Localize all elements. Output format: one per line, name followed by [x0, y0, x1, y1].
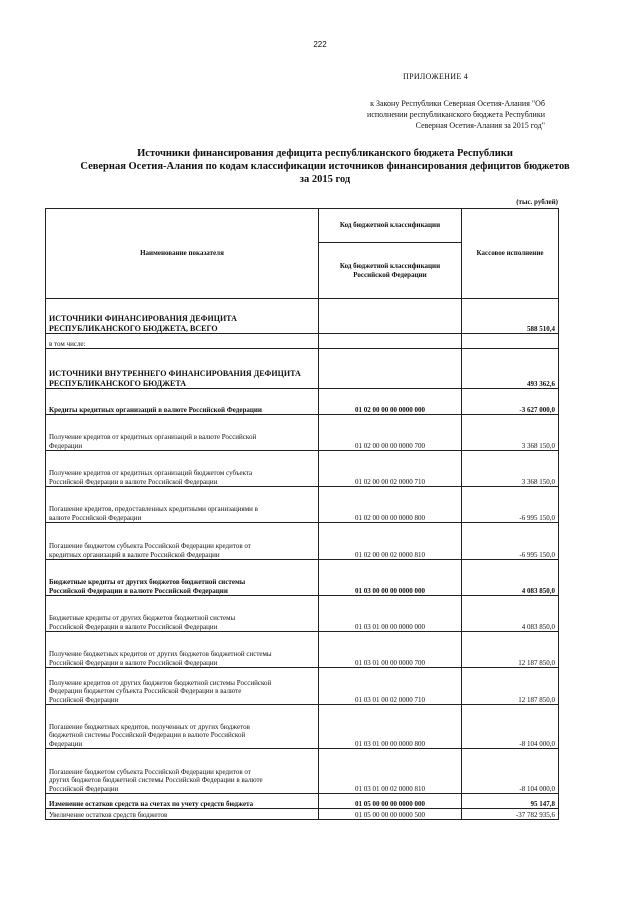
row-amount: 12 187 850,0 — [462, 668, 559, 705]
appendix-label: ПРИЛОЖЕНИЕ 4 — [403, 72, 469, 81]
row-name-line: Российской Федерации в валюте Российской Федерации — [49, 622, 218, 631]
units-note: (тыс. рублей) — [516, 198, 558, 206]
row-code — [319, 299, 462, 334]
row-code: 01 02 00 00 00 0000 000 — [319, 389, 462, 415]
header-name: Наименование показателя — [46, 209, 319, 299]
table-header-row — [46, 209, 559, 243]
table-row — [46, 389, 559, 415]
row-name-line: кредитных организаций в валюте Российской Федерации — [49, 550, 220, 559]
row-name — [46, 560, 319, 596]
row-name — [46, 668, 319, 705]
row-name-line: ИСТОЧНИКИ ФИНАНСИРОВАНИЯ ДЕФИЦИТА — [49, 314, 237, 323]
row-amount: 12 187 850,0 — [462, 632, 559, 668]
row-name-line: Получение кредитов от кредитных организаций в валюте Российской — [49, 433, 257, 441]
row-name-line: Погашение кредитов, предоставленных кредитными организациями в — [49, 505, 258, 513]
table-row — [46, 809, 559, 820]
row-name-line: ИСТОЧНИКИ ВНУТРЕННЕГО ФИНАНСИРОВАНИЯ ДЕФИЦИТА — [49, 369, 301, 378]
table-row — [46, 487, 559, 523]
row-amount — [462, 334, 559, 349]
row-amount: -8 104 000,0 — [462, 705, 559, 749]
row-name — [46, 632, 319, 668]
row-amount: 3 368 150,0 — [462, 451, 559, 487]
table-row — [46, 596, 559, 632]
row-code — [319, 349, 462, 389]
row-name-line: Кредиты кредитных организаций в валюте Российской Федерации — [49, 405, 262, 414]
row-code: 01 05 00 00 00 0000 000 — [319, 794, 462, 809]
row-name — [46, 809, 319, 820]
row-name-line: валюте Российской Федерации — [49, 513, 142, 522]
header-code-sub: Код бюджетной классификации Российской Федерации — [319, 243, 462, 299]
row-name-line: Федерации — [49, 441, 83, 450]
row-amount: 588 510,4 — [462, 299, 559, 334]
row-code: 01 03 01 00 00 0000 000 — [319, 596, 462, 632]
table-row — [46, 794, 559, 809]
header-code-group: Код бюджетной классификации — [319, 209, 462, 243]
row-name — [46, 334, 319, 349]
row-name-line: Погашение бюджетных кредитов, полученных от других бюджетов — [49, 722, 250, 731]
row-code: 01 03 01 00 02 0000 710 — [319, 668, 462, 705]
law-reference-line: к Закону Республики Северная Осетия-Алания "Об — [370, 99, 545, 108]
row-amount: 4 083 850,0 — [462, 596, 559, 632]
row-code: 01 02 00 00 02 0000 810 — [319, 523, 462, 560]
row-name-line: Федерации бюджетом субъекта Российской Федерации в валюте — [49, 687, 242, 695]
row-amount: 4 083 850,0 — [462, 560, 559, 596]
financing-sources-table — [45, 208, 559, 820]
row-name-line: РЕСПУБЛИКАНСКОГО БЮДЖЕТА, ВСЕГО — [49, 323, 218, 333]
row-name — [46, 705, 319, 749]
row-amount: 95 147,8 — [462, 794, 559, 809]
row-name-line: бюджетной системы Российской Федерации в валюте Российской — [49, 731, 246, 739]
row-name-line: Бюджетные кредиты от других бюджетов бюджетной системы — [49, 614, 236, 622]
row-name — [46, 299, 319, 334]
title-line: Источники финансирования дефицита республиканского бюджета Республики — [137, 148, 513, 159]
row-name-line: Изменение остатков средств на счетах по учету средств бюджета — [49, 799, 254, 808]
table-row — [46, 705, 559, 749]
row-name-line: Получение кредитов от кредитных организаций бюджетом субъекта — [49, 469, 253, 477]
row-amount: -6 995 150,0 — [462, 523, 559, 560]
row-code: 01 02 00 00 00 0000 700 — [319, 415, 462, 451]
row-name-line: РЕСПУБЛИКАНСКОГО БЮДЖЕТА — [49, 378, 187, 388]
row-name-line: Федерации — [49, 739, 83, 748]
row-name-line: в том числе: — [49, 339, 86, 348]
header-execution: Кассовое исполнение — [462, 209, 559, 299]
title-line: за 2015 год — [299, 174, 351, 185]
row-code — [319, 334, 462, 349]
law-reference-line: исполнении республиканского бюджета Республики — [367, 110, 545, 119]
row-name-line: Бюджетные кредиты от других бюджетов бюджетной системы — [49, 578, 246, 586]
row-name-line: Российской Федерации в валюте Российской Федерации — [49, 586, 228, 595]
row-code: 01 03 01 00 02 0000 810 — [319, 749, 462, 794]
row-code: 01 03 01 00 00 0000 800 — [319, 705, 462, 749]
row-name — [46, 523, 319, 560]
row-name-line: Российской Федерации в валюте Российской Федерации — [49, 477, 218, 486]
table-row — [46, 299, 559, 334]
row-name — [46, 451, 319, 487]
row-name-line: Увеличение остатков средств бюджетов — [49, 810, 168, 819]
row-name-line: Погашение бюджетом субъекта Российской Федерации кредитов от — [49, 767, 251, 776]
row-name — [46, 596, 319, 632]
row-name-line: Получение бюджетных кредитов от других бюджетов бюджетной системы — [49, 650, 272, 658]
row-name — [46, 415, 319, 451]
row-amount: 3 368 150,0 — [462, 415, 559, 451]
row-code: 01 03 01 00 00 0000 700 — [319, 632, 462, 668]
table-row — [46, 523, 559, 560]
law-reference-line: Северная Осетия-Алания за 2015 год" — [415, 121, 545, 130]
table-row — [46, 334, 559, 349]
document-title — [40, 147, 610, 186]
table-row — [46, 668, 559, 705]
row-code: 01 05 00 00 00 0000 500 — [319, 809, 462, 820]
title-line: Северная Осетия-Алания по кодам классификации источников финансирования дефицитов бюджетов — [80, 161, 570, 172]
table-row — [46, 749, 559, 794]
row-code: 01 03 00 00 00 0000 000 — [319, 560, 462, 596]
row-name — [46, 487, 319, 523]
row-name-line: других бюджетов бюджетной системы Российской Федерации в валюте — [49, 776, 263, 784]
row-name — [46, 794, 319, 809]
row-name-line: Погашение бюджетом субъекта Российской Федерации кредитов от — [49, 542, 251, 550]
table-row — [46, 451, 559, 487]
row-name — [46, 349, 319, 389]
row-name-line: Российской Федерации — [49, 784, 119, 793]
table-row — [46, 349, 559, 389]
row-amount: -3 627 000,0 — [462, 389, 559, 415]
row-name-line: Получение кредитов от других бюджетов бюджетной системы Российской — [49, 678, 272, 687]
row-name-line: Российской Федерации в валюте Российской Федерации — [49, 658, 218, 667]
row-amount: -37 782 935,6 — [462, 809, 559, 820]
row-name — [46, 389, 319, 415]
row-code: 01 02 00 00 02 0000 710 — [319, 451, 462, 487]
table-row — [46, 632, 559, 668]
table-row — [46, 415, 559, 451]
row-name — [46, 749, 319, 794]
law-reference — [300, 98, 545, 131]
row-amount: -8 104 000,0 — [462, 749, 559, 794]
page-number: 222 — [313, 40, 327, 49]
row-amount: -6 995 150,0 — [462, 487, 559, 523]
row-amount: 493 362,6 — [462, 349, 559, 389]
table-row — [46, 560, 559, 596]
row-code: 01 02 00 00 00 0000 800 — [319, 487, 462, 523]
row-name-line: Российской Федерации — [49, 695, 119, 704]
